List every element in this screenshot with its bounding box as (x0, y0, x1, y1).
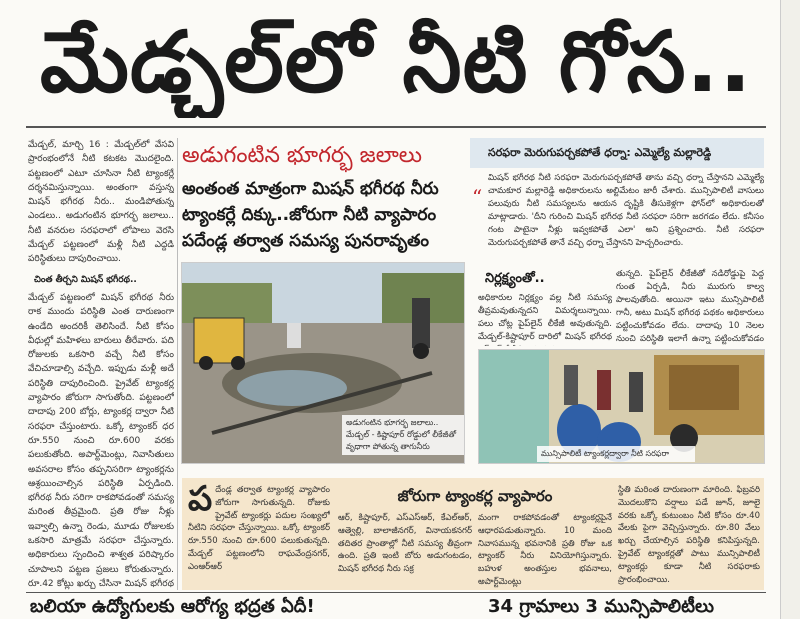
left-para-2: మేడ్చల్‌ పట్టణంలో మిషన్‌ భగీరథ నీరు రాక ముందు పరిస్థితి ఎంత దారుణంగా ఉండేది అందరికీ తెలిసిందే. నీటి కోసం వీధుల్లో మహిళలు బారులు తీరేవారు. పది రోజులకు ఒకసారి వచ్చే నీటి కోసం వేచిచూడాల్సి వచ్చేది. ఇప్పుడు మళ్లీ అదే పరిస్థితి దాపురించింది. ప్రైవేట్‌ ట్యాంకర్ల వ్యాపారం జోరుగా సాగుతోంది. పట్టణంలో దాదాపు 200 బోర్లు, ట్యాంకర్ల ద్వారా నీటి సరఫరా చేస్తుంటారు. ఒక్కో ట్యాంకర్‌ ధర రూ.550 నుంచి రూ.600 వరకు పలుకుతోంది. అపార్ట్‌మెంట్లు, నివాసితులు అవసరాల కోసం తప్పనిసరిగా ట్యాంకర్లను ఆశ్రయించాల్సిన పరిస్థితి ఏర్పడింది. భగీరథ నీరు సరిగా రాకపోవడంతో సమస్య మరింత తీవ్రమైంది. ప్రతి రోజు నీళ్లు ఇవ్వాల్సి ఉన్నా రెండు, మూడు రోజులకు ఒకసారి మాత్రమే సరఫరా చేస్తున్నారు. అధికారులు స్పందించి శాశ్వత పరిష్కారం చూపాలని పట్టణ ప్రజలు కోరుతున్నారు. రూ.42 కోట్లు ఖర్చు చేసినా మిషన్‌ భగీరథ (28, 292, 174, 589)
box-col-4: స్థితి మరింత దారుణంగా మారింది. ఫిబ్రవరి మొదలుకొని వర్షాలు పడే జూన్‌, జూలై వరకు ఒక్కో కుటుంబం నీటి కోసం రూ.40 వేలకు పైగా వెచ్చిస్తున్నారు. రూ.80 వేలు ఖర్చు చేయాల్సిన పరిస్థితి కనిపిస్తున్నది. ప్రైవేట్‌ ట్యాంకర్లతో పాటు మున్సిపాలిటీ ట్యాంకర్లు కూడా నీటి సరఫరాకు ప్రారంభించాయి. (618, 485, 760, 585)
deck-headline (182, 176, 460, 256)
box-col-1 (188, 484, 330, 588)
left-para-1: మేడ్చల్‌, మార్చి 16 : మేడ్చల్‌లో వేసవి ప్రారంభంలోనే నీటి కటకట మొదలైంది. పట్టణంలో ఎటూ చూసినా నీటి ట్యాంకర్లే దర్శనమిస్తున్నాయి. అంతంగా వస్తున్న మిషన్‌ భగీరథ నీరు.. మండిపోతున్న ఎండలు.. అడుగంటిన భూగర్భ జలాలు.. నీటి వనరుల సరఫరాలో లోపాలు వెరసి మేడ్చల్‌ పట్టణంలో మళ్లీ నీటి ఎద్దడి పరిస్థితులు దాపురించాయి. (28, 140, 174, 265)
photo-tankers (478, 349, 765, 464)
box-col-3: మంగా రాకపోవడంతో ట్యాంకర్లపైనే ఆధారపడుతున్నారు. 10 మంది నివాసమున్న భవనానికి ప్రతి రోజు ఒక ట్యాంకర్‌ నీరు వినియోగిస్తున్నారు. బహుళ అంతస్తుల భవనాలు, అపార్ట్‌మెంట్లు (478, 513, 612, 587)
bottom-headline-right: 34 గ్రామాలు 3 మున్సిపాలిటీలు (488, 596, 714, 617)
neglect-subhead: నిర్లక్ష్యంతో.. (485, 271, 545, 286)
svg-text:“: “ (472, 185, 483, 209)
deck-line: ట్యాంకర్లే దిక్కు..జోరుగా నీటి వ్యాపారం (182, 205, 437, 225)
headline-rule (26, 126, 766, 128)
headline: మేడ్చల్‌లో నీటి గోస.. (40, 13, 753, 111)
bottom-headline-left: బలియా ఉద్యోగులకు ఆరోగ్య భద్రత ఏదీ! (30, 596, 315, 617)
caption-line: అడుగంటిన భూగర్భ జలాలు.. (346, 418, 439, 427)
bottom-rule (26, 592, 766, 593)
adjacent-page-edge (780, 0, 800, 619)
deck-line: అంతంత మాత్రంగా మిషన్‌ భగీరథ నీరు (182, 179, 439, 199)
tanker-business-heading: జోరుగా ట్యాంకర్ల వ్యాపారం (397, 487, 553, 505)
deck-red-headline: అడుగంటిన భూగర్భ జలాలు (182, 143, 422, 168)
column-divider (177, 138, 178, 590)
left-subhead: చింత తీర్చని మిషన్‌ భగీరథ.. (34, 274, 137, 285)
box-col-1-text: దేండ్ల తర్వాత ట్యాంకర్ల వ్యాపారం జోరుగా సాగుతున్నది. రోజుకు ప్రైవేట్‌ ట్యాంకర్లు పదుల సంఖ్యలో నీటిని సరఫరా చేస్తున్నాయి. ఒక్కో ట్యాంకర్‌ రూ.550 నుంచి రూ.600 పలుకుతున్నది. మేడ్చల్‌ పట్టణంలోని రాఘవేంద్రనగర్‌, ఎంఆర్‌ఆర్‌ (188, 485, 330, 572)
photo-road-leak (181, 262, 465, 464)
quote-body: మిషన్‌ భగీరథ నీటి సరఫరా మెరుగుపర్చకపోతే తాను వచ్చి ధర్నా చేస్తానని ఎమ్మెల్యే చామకూర మల్లారెడ్డి అధికారులను అల్టిమేటం జారీ చేశారు. మున్సిపాలిటీ వాసులు పలువురు నీటి సమస్యలను ఆయన దృష్టికి తీసుకెళ్లగా ఫోన్‌లో అధికారులతో మాట్లాడారు. 'దీని గురించి మిషన్‌ భగీరథ నీటి సరఫరా సరిగా జరగడం లేదు. కనీసం గంట పాటైనా నీళ్లు ఇవ్వకపోతే ఎలా' అని ప్రశ్నించారు. నీటి సరఫరా మెరుగుపర్చకపోతే తానే వచ్చి ధర్నా చేస్తానని హెచ్చరించారు. (488, 173, 764, 248)
neglect-text-2: తున్నది. పైప్‌లైన్‌ లీకేజీతో నడిరోడ్డుపై పెద్ద గుంత ఏర్పడి, నీరు మురుగు కాల్వ పాలవుతోంది. అయినా ఇటు మున్సిపాలిటీ గానీ, అటు మిషన్‌ భగీరథ పథకం అధికారులు పట్టించుకోవడం లేదు. దాదాపు 10 నెలల నుంచి పరిస్థితి ఇలాగే ఉన్నా పట్టించుకోవడం (616, 269, 764, 344)
photo1-caption (342, 415, 465, 455)
box-col-2: ఆర్‌, కిష్టాపూర్‌, ఎస్‌ఎస్‌ఆర్‌, కేఎల్‌ఆర్‌, ఆత్వెల్లి, బాలాజీనగర్‌, వినాయకనగర్‌ తదితర ప్రాంతాల్లో నీటి సమస్య తీవ్రంగా ఉంది. ప్రతి ఇంటి బోరు అడుగంటడం, మిషన్‌ భగీరథ నీరు సక్ర (338, 513, 472, 575)
neglect-text: అధికారుల నిర్లక్ష్యం వల్ల నీటి సమస్య తీవ్రమవుతున్నదని విమర్శలున్నాయి. పలు చోట్ల పైప్‌లైన్‌ లీకేజీ అవుతున్నది. మేడ్చల్‌-కిష్టాపూర్‌ దారిలో మిషన్‌ భగీరథ (478, 293, 612, 342)
photo2-caption: మున్సిపాలిటీ ట్యాంకర్లద్వారా నీటి సరఫరా (537, 446, 695, 462)
caption-line: మేడ్చల్‌ - కిష్టాపూర్‌ రోడ్డులో లీకేజీతో (346, 430, 457, 439)
quote-heading: సరఫరా మెరుగుపర్చకపోతే ధర్నా: ఎమ్మెల్యే మల్లారెడ్డి (470, 138, 764, 168)
caption-line: వృధాగా పోతున్న తాగునీరు (346, 442, 430, 451)
quote-mark-icon (470, 170, 486, 250)
dropcap: ప (188, 484, 213, 519)
left-column (28, 138, 174, 592)
deck-line: పదేండ్ల తర్వాత సమస్య పునరావృతం (182, 231, 429, 251)
